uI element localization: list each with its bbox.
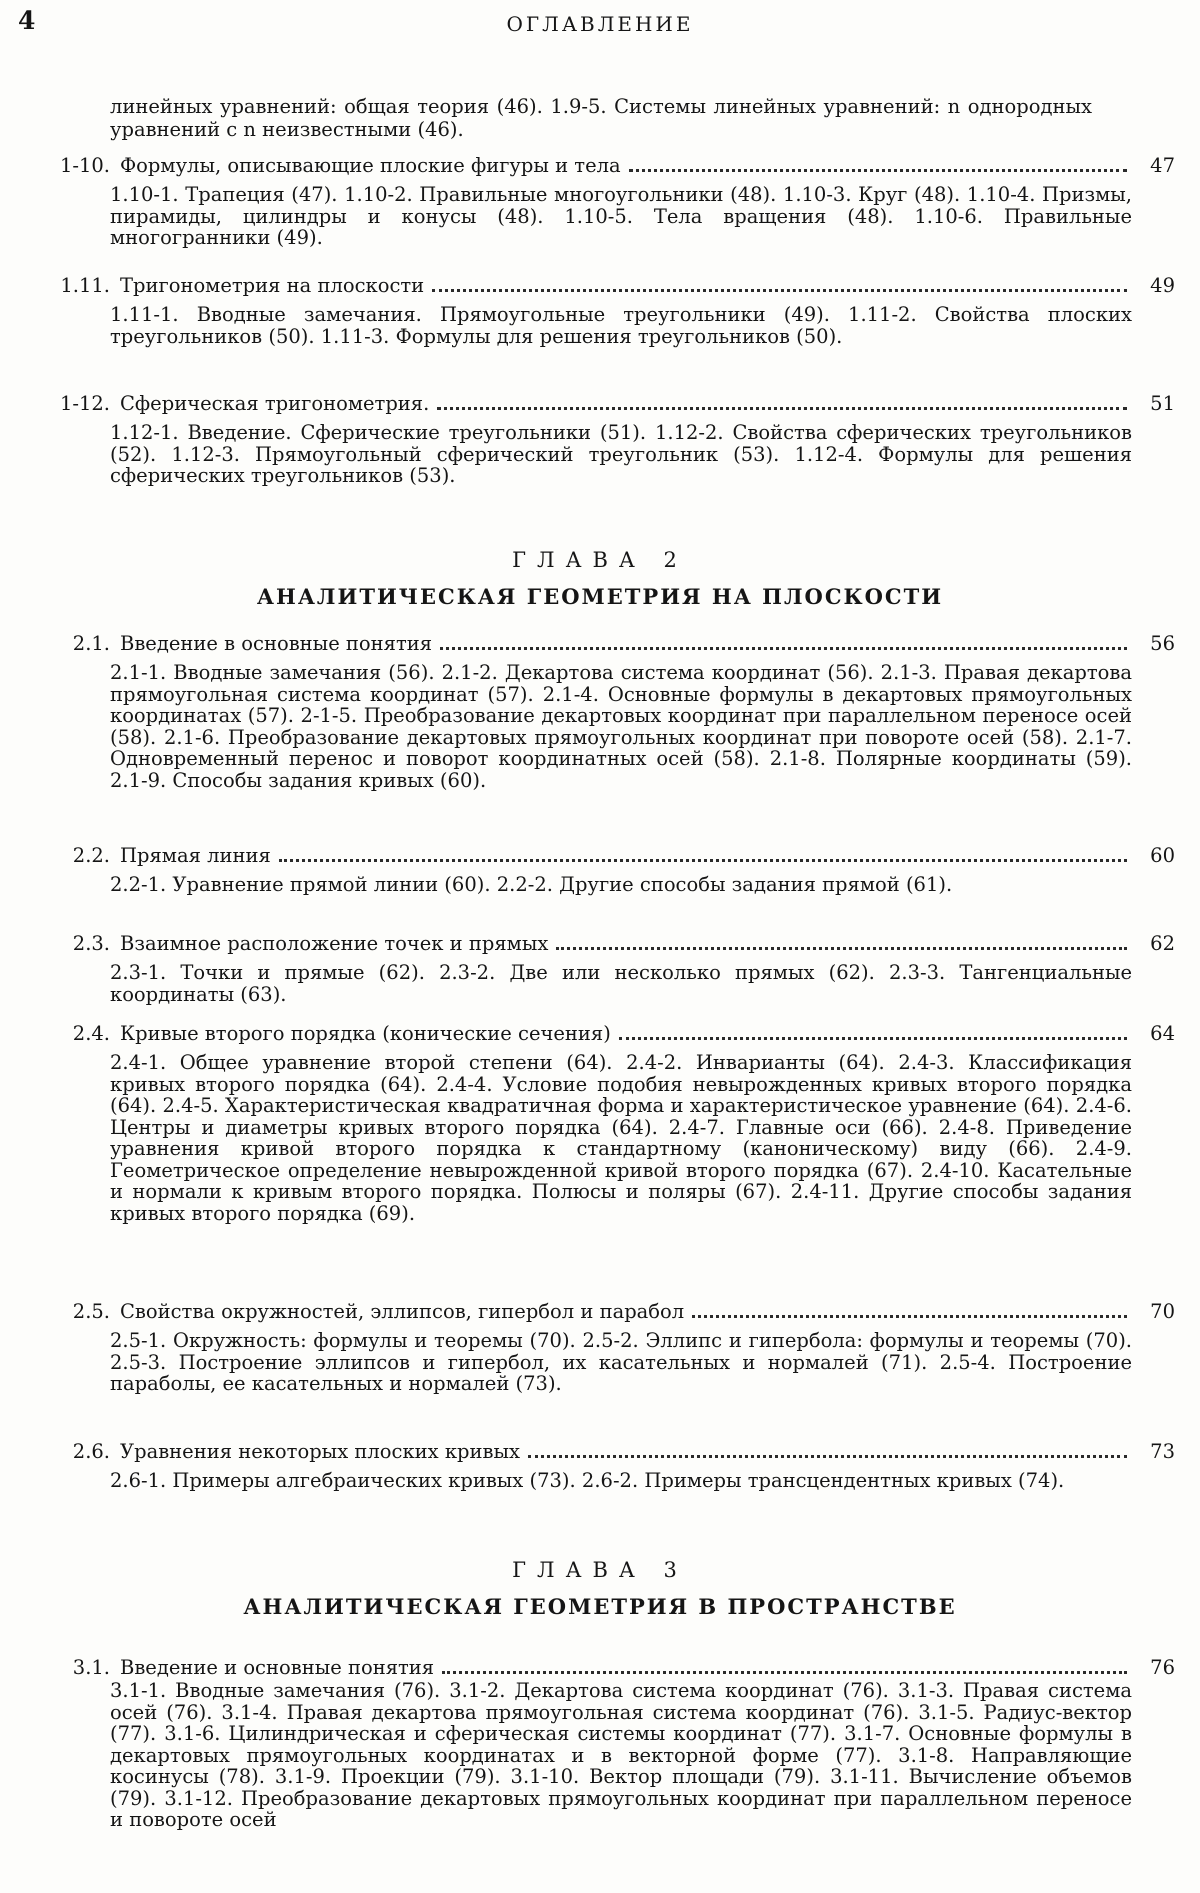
entry-title: Введение в основные понятия: [120, 632, 433, 655]
entry-page: 47: [1150, 154, 1175, 177]
toc-entry-1-12[interactable]: [30, 392, 1175, 487]
entry-title: Кривые второго порядка (конические сечения): [120, 1022, 611, 1045]
toc-entry-2-2[interactable]: [30, 844, 1175, 896]
entry-page: 60: [1150, 844, 1175, 867]
dot-leader: [629, 169, 1127, 172]
entry-number: 1.11.: [60, 274, 110, 297]
chapter-label: ГЛАВА 3: [512, 1558, 688, 1582]
entry-title: Взаимное расположение точек и прямых: [120, 932, 549, 955]
entry-title: Уравнения некоторых плоских кривых: [120, 1440, 520, 1463]
entry-number: 2.5.: [72, 1300, 110, 1323]
page-number: 4: [18, 6, 36, 35]
entry-page: 62: [1150, 932, 1175, 955]
continuation-text: линейных уравнений: общая теория (46). 1.9-5. Системы линейных уравнений: n однородных уравнений с n неизвестными (46).: [110, 95, 1092, 141]
entry-subsections: 1.12-1. Введение. Сферические треугольники (51). 1.12-2. Свойства сферических треугольников (52). 1.12-3. Прямоугольный сферический треугольник (53). 1.12-4. Формулы для решения сферических треугольников (53).: [110, 421, 1132, 487]
entry-page: 64: [1150, 1022, 1175, 1045]
entry-subsections: 2.6-1. Примеры алгебраических кривых (73). 2.6-2. Примеры трансцендентных кривых (74).: [110, 1469, 1065, 1492]
entry-number: 2.1.: [72, 632, 110, 655]
entry-number: 1-12.: [59, 392, 110, 415]
entry-page: 73: [1150, 1440, 1175, 1463]
entry-page: 70: [1150, 1300, 1175, 1323]
entry-subsections: 2.2-1. Уравнение прямой линии (60). 2.2-2. Другие способы задания прямой (61).: [110, 873, 953, 896]
entry-number: 2.4.: [72, 1022, 110, 1045]
entry-page: 56: [1150, 632, 1175, 655]
chapter-title: АНАЛИТИЧЕСКАЯ ГЕОМЕТРИЯ НА ПЛОСКОСТИ: [256, 584, 944, 609]
entry-title: Сферическая тригонометрия.: [120, 392, 430, 415]
dot-leader: [432, 289, 1127, 292]
entry-title: Формулы, описывающие плоские фигуры и тела: [120, 154, 621, 177]
entry-number: 1-10.: [59, 154, 110, 177]
entry-subsections: 2.4-1. Общее уравнение второй степени (64). 2.4-2. Инварианты (64). 2.4-3. Классификация кривых второго порядка (64). 2.4-4. Условие подобия невырожденных кривых второго порядка (64). 2.4-5. Характеристическая квадратичная форма и характеристическое уравнение (64). 2.4-6. Центры и диаметры кривых второго порядка (64). 2.4-7. Главные оси (66). 2.4-8. Приведение уравнения кривой второго порядка к стандартному (каноническому) виду (66). 2.4-9. Геометрическое определение невырожденной кривой второго порядка (67). 2.4-10. Касательные и нормали к кривым второго порядка. Полюсы и поляры (67). 2.4-11. Другие способы задания кривых второго порядка (69).: [110, 1051, 1132, 1225]
entry-number: 2.3.: [72, 932, 110, 955]
entry-subsections: 3.1-1. Вводные замечания (76). 3.1-2. Декартова система координат (76). 3.1-3. Правая система осей (76). 3.1-4. Правая декартова прямоугольная система координат (76). 3.1-5. Радиус-вектор (77). 3.1-6. Цилиндрическая и сферическая системы координат (77). 3.1-7. Основные формулы в декартовых прямоугольных координатах и в векторной форме (77). 3.1-8. Направляющие косинусы (78). 3.1-9. Проекции (79). 3.1-10. Вектор площади (79). 3.1-11. Вычисление объемов (79). 3.1-12. Преобразование декартовых прямоугольных координат при параллельном переносе и повороте осей: [110, 1679, 1132, 1831]
entry-number: 2.6.: [72, 1440, 110, 1463]
entry-page: 51: [1150, 392, 1175, 415]
entry-title: Свойства окружностей, эллипсов, гипербол и парабол: [120, 1300, 685, 1323]
entry-title: Введение и основные понятия: [120, 1656, 435, 1679]
toc-entry-2-1[interactable]: [30, 632, 1175, 791]
entry-number: 2.2.: [72, 844, 110, 867]
entry-subsections: 2.5-1. Окружность: формулы и теоремы (70). 2.5-2. Эллипс и гипербола: формулы и теоремы (70). 2.5-3. Построение эллипсов и гипербол, их касательных и нормалей (71). 2.5-4. Построение параболы, ее касательных и нормалей (73).: [110, 1329, 1132, 1395]
dot-leader: [442, 1671, 1127, 1674]
toc-entry-2-3[interactable]: [30, 932, 1175, 1005]
entry-subsections: 2.1-1. Вводные замечания (56). 2.1-2. Декартова система координат (56). 2.1-3. Правая декартова прямоугольная система координат (57). 2.1-4. Основные формулы в декартовых прямоугольных координатах (57). 2-1-5. Преобразование декартовых координат при параллельном переносе осей (58). 2.1-6. Преобразование декартовых прямоугольных координат при повороте осей (58). 2.1-7. Одновременный перенос и поворот координатных осей (58). 2.1-8. Полярные координаты (59). 2.1-9. Способы задания кривых (60).: [110, 661, 1132, 792]
toc-entry-2-5[interactable]: [30, 1300, 1175, 1395]
chapter-title: АНАЛИТИЧЕСКАЯ ГЕОМЕТРИЯ В ПРОСТРАНСТВЕ: [243, 1594, 957, 1619]
toc-entry-2-6[interactable]: [30, 1440, 1175, 1492]
dot-leader: [437, 407, 1127, 410]
dot-leader: [619, 1037, 1127, 1040]
entry-title: Тригонометрия на плоскости: [120, 274, 425, 297]
dot-leader: [440, 647, 1127, 650]
chapter-label: ГЛАВА 2: [512, 548, 688, 572]
toc-entry-1-11[interactable]: [30, 274, 1175, 347]
entry-number: 3.1.: [72, 1656, 110, 1679]
dot-leader: [528, 1455, 1127, 1458]
entry-subsections: 1.11-1. Вводные замечания. Прямоугольные треугольники (49). 1.11-2. Свойства плоских треугольников (50). 1.11-3. Формулы для решения треугольников (50).: [110, 303, 1132, 348]
entry-page: 76: [1150, 1656, 1175, 1679]
dot-leader: [692, 1315, 1127, 1318]
dot-leader: [556, 947, 1127, 950]
toc-entry-2-4[interactable]: [30, 1022, 1175, 1224]
dot-leader: [279, 859, 1127, 862]
entry-subsections: 1.10-1. Трапеция (47). 1.10-2. Правильные многоугольники (48). 1.10-3. Круг (48). 1.10-4. Призмы, пирамиды, цилиндры и конусы (48). 1.10-5. Тела вращения (48). 1.10-6. Правильные многогранники (49).: [110, 183, 1132, 249]
entry-title: Прямая линия: [120, 844, 271, 867]
toc-entry-1-10[interactable]: [30, 154, 1175, 249]
entry-page: 49: [1150, 274, 1175, 297]
entry-subsections: 2.3-1. Точки и прямые (62). 2.3-2. Две или несколько прямых (62). 2.3-3. Тангенциальные координаты (63).: [110, 961, 1132, 1006]
toc-entry-3-1[interactable]: [30, 1656, 1175, 1831]
page-title: ОГЛАВЛЕНИЕ: [506, 12, 694, 36]
